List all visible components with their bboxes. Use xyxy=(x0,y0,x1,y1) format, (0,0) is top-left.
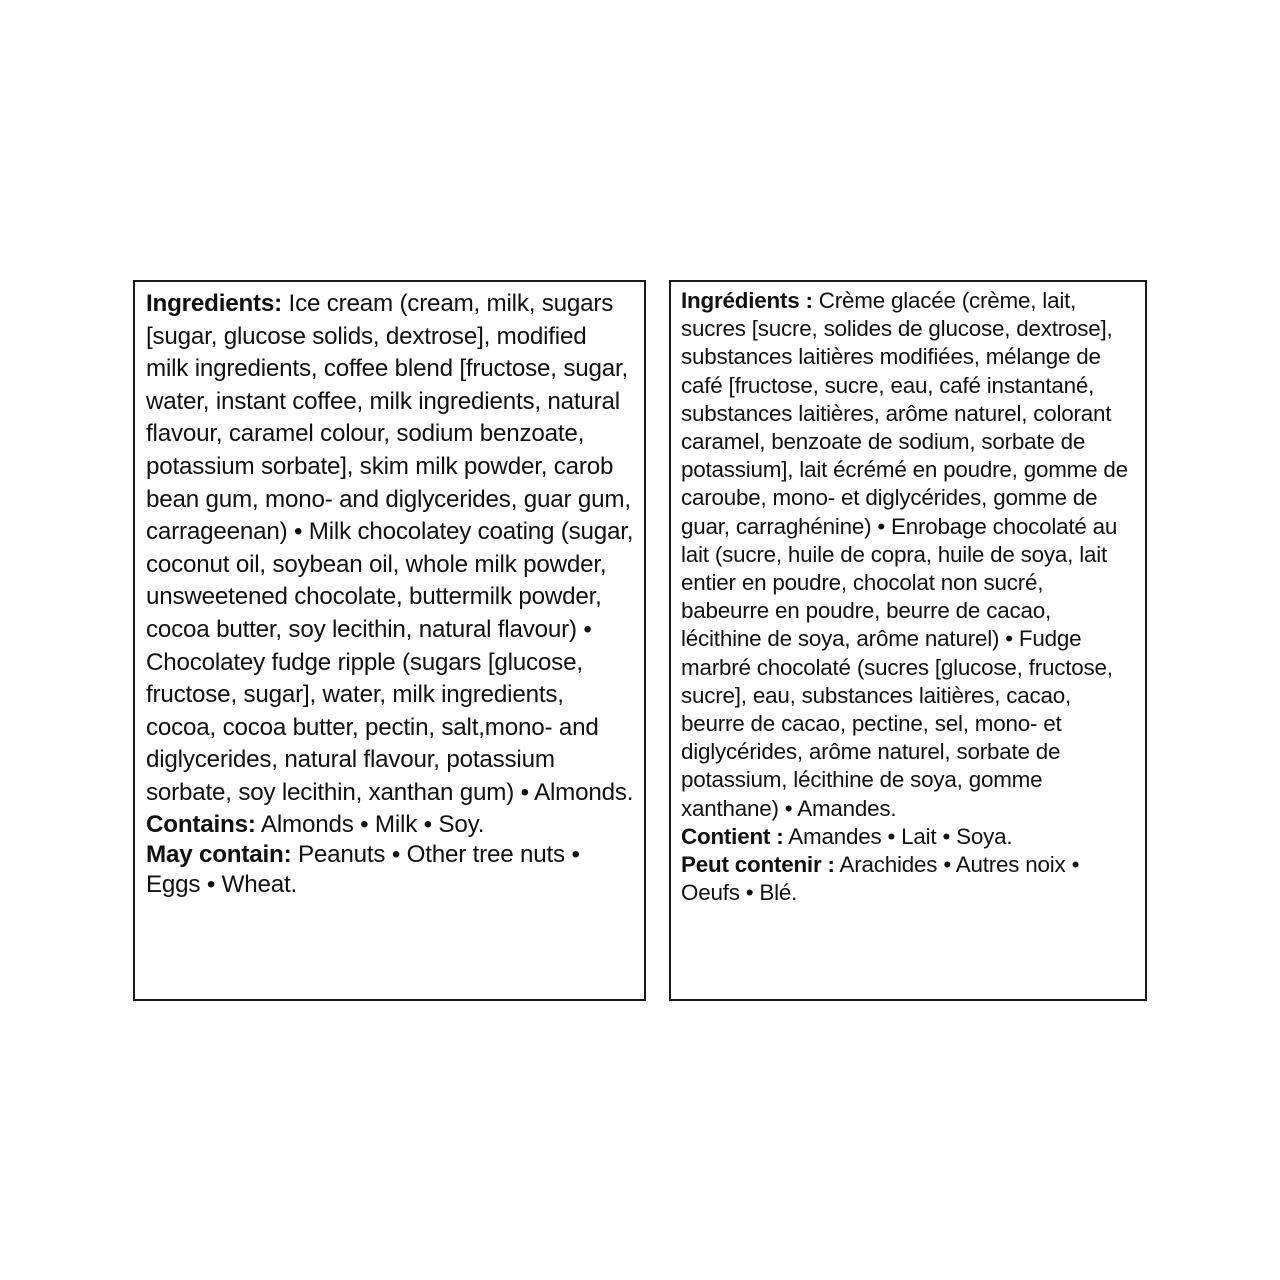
ingredients-panel-french xyxy=(669,280,1147,1001)
ingredients-paragraph-fr xyxy=(681,287,1137,823)
ingredients-text-fr: Crème glacée (crème, lait, sucres [sucre, solides de glucose, dextrose], substances laitières modifiées, mélange de café [fructose, sucre, eau, café instantané, substances laitières, arôme naturel, colorant caramel, benzoate de sodium, sorbate de potassium], lait écrémé en poudre, gomme de caroube, mono- et diglycérides, gomme de guar, carraghénine) • Enrobage chocolaté au lait (sucre, huile de copra, huile de soya, lait entier en poudre, chocolat non sucré, babeurre en poudre, beurre de cacao, lécithine de soya, arôme naturel) • Fudge marbré chocolaté (sucres [glucose, fructose, sucre], eau, substances laitières, cacao, beurre de cacao, pectine, sel, mono- et diglycérides, arôme naturel, sorbate de potassium, lécithine de soya, gomme xanthane) • Amandes. xyxy=(681,288,1128,821)
may-contain-paragraph xyxy=(146,840,634,901)
contains-paragraph-fr xyxy=(681,823,1137,851)
may-contain-text-fr: Arachides • Autres noix • Oeufs • Blé. xyxy=(681,852,1080,906)
may-contain-paragraph-fr xyxy=(681,851,1137,907)
may-contain-label-fr: Peut contenir : xyxy=(681,852,835,878)
ingredients-label: Ingredients: xyxy=(146,290,283,317)
contains-text-fr: Amandes • Lait • Soya. xyxy=(783,823,1013,849)
may-contain-label: May contain: xyxy=(146,840,292,868)
ingredients-text: Ice cream (cream, milk, sugars [sugar, glucose solids, dextrose], modified milk ingredients, coffee blend [fructose, sugar, water, instant coffee, milk ingredients, natural flavour, caramel colour, sodium benzoate, potassium sorbate], skim milk powder, carob bean gum, mono- and diglycerides, guar gum, carrageenan) • Milk chocolatey coating (sugar, coconut oil, soybean oil, whole milk powder, unsweetened chocolate, buttermilk powder, cocoa butter, soy lecithin, natural flavour) • Chocolatey fudge ripple (sugars [glucose, fructose, sugar], water, milk ingredients, cocoa, cocoa butter, pectin, salt,mono- and diglycerides, natural flavour, potassium sorbate, soy lecithin, xanthan gum) • Almonds. xyxy=(146,290,634,806)
contains-label: Contains: xyxy=(146,810,256,838)
ingredients-paragraph xyxy=(146,288,634,810)
ingredients-label-fr: Ingrédients : xyxy=(681,288,813,313)
contains-text: Almonds • Milk • Soy. xyxy=(255,810,485,838)
ingredients-panel-english xyxy=(133,280,646,1001)
contains-paragraph xyxy=(146,810,634,840)
may-contain-text: Peanuts • Other tree nuts • Eggs • Wheat. xyxy=(146,840,580,899)
contains-label-fr: Contient : xyxy=(681,823,784,849)
